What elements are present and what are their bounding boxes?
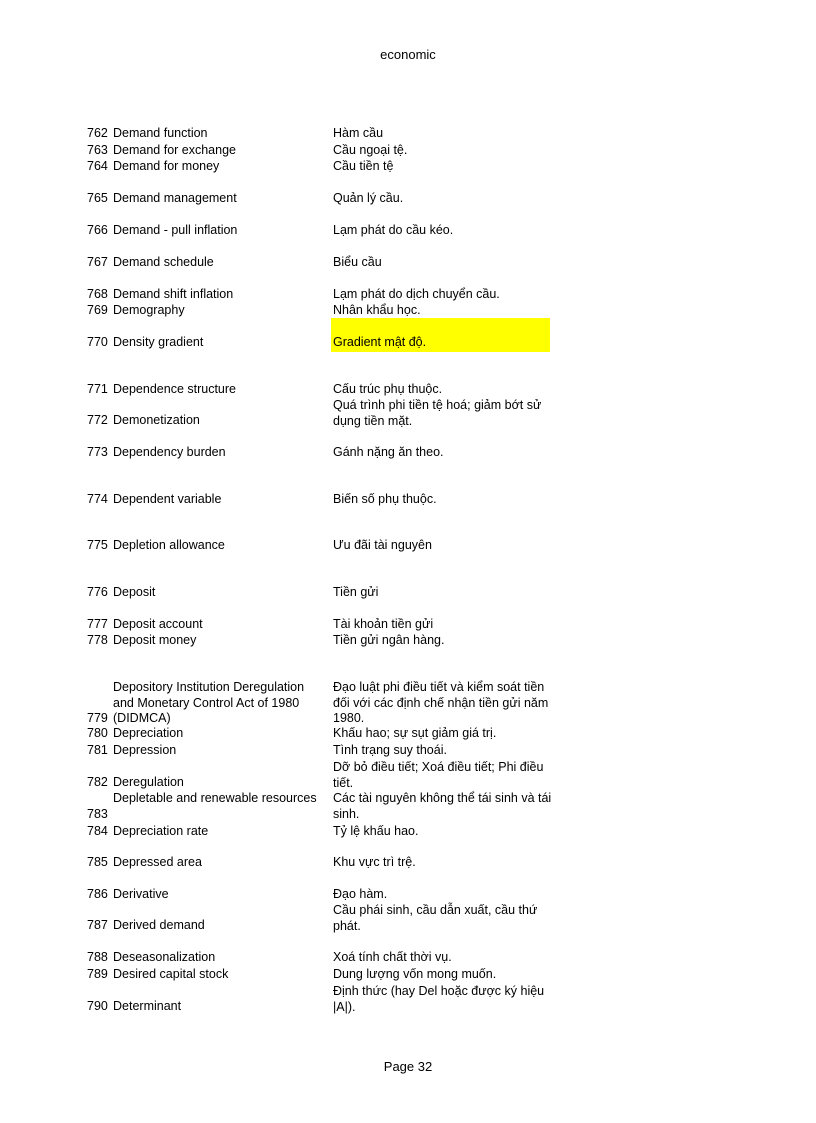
entry-term: Deseasonalization [113, 950, 216, 964]
entry-number: 785 [87, 855, 108, 869]
entry-term: Demand for exchange [113, 143, 236, 157]
entry-definition: Cầu ngoại tệ. [333, 143, 408, 157]
entry-number: 774 [87, 492, 108, 506]
entry-number: 783 [87, 807, 108, 821]
entry-definition: Hàm cầu [333, 126, 384, 140]
entry-definition: Tình trạng suy thoái. [333, 743, 447, 757]
entry-definition: Biến số phụ thuộc. [333, 492, 437, 506]
entry-term: Demand schedule [113, 255, 214, 269]
entry-term: Derivative [113, 887, 169, 901]
entry-definition: Cấu trúc phụ thuộc. [333, 382, 443, 396]
entry-number: 786 [87, 887, 108, 901]
entry-term: Demand function [113, 126, 208, 140]
entry-term: Deposit [113, 585, 156, 599]
entry-term: Demography [113, 303, 185, 317]
entry-number: 763 [87, 143, 108, 157]
entry-number: 788 [87, 950, 108, 964]
entry-term: Dependency burden [113, 445, 226, 459]
entry-number: 790 [87, 999, 108, 1013]
entry-definition: Dỡ bỏ điều tiết; Xoá điều tiết; Phi điều tiết. [333, 760, 544, 790]
entry-definition: Tỷ lệ khấu hao. [333, 824, 419, 838]
entry-number: 775 [87, 538, 108, 552]
entry-definition: Khu vực trì trệ. [333, 855, 416, 869]
entry-definition: Cầu phái sinh, cầu dẫn xuất, cầu thứ phát. [333, 903, 538, 933]
entry-definition: Đạo luật phi điều tiết và kiểm soát tiền đối với các định chế nhận tiền gửi năm 1980. [333, 680, 549, 725]
entry-number: 762 [87, 126, 108, 140]
entry-number: 765 [87, 191, 108, 205]
entry-term: Dependence structure [113, 382, 236, 396]
entry-term: Demand - pull inflation [113, 223, 238, 237]
entry-definition: Quản lý cầu. [333, 191, 404, 205]
entry-term: Demand shift inflation [113, 287, 234, 301]
entry-definition: Định thức (hay Del hoặc được ký hiệu |A|). [333, 984, 545, 1014]
entry-term: Deposit account [113, 617, 203, 631]
entry-definition: Dung lượng vốn mong muốn. [333, 967, 497, 981]
page-number: Page 32 [383, 1059, 433, 1074]
entry-definition: Nhân khẩu học. [333, 303, 421, 317]
entry-term: Depreciation rate [113, 824, 209, 838]
entry-definition: Quá trình phi tiền tệ hoá; giảm bớt sử dụng tiền mặt. [333, 398, 542, 428]
entry-definition: Tiền gửi [333, 585, 379, 599]
entry-term: Depletion allowance [113, 538, 225, 552]
entry-term: Determinant [113, 999, 182, 1013]
entry-term: Depository Institution Deregulation and Monetary Control Act of 1980 (DIDMCA) [113, 680, 305, 725]
entry-definition: Tài khoản tiền gửi [333, 617, 434, 631]
entry-definition: Tiền gửi ngân hàng. [333, 633, 445, 647]
entry-number: 782 [87, 775, 108, 789]
entry-definition: Lạm phát do cầu kéo. [333, 223, 454, 237]
entry-term: Depression [113, 743, 177, 757]
entry-term: Depreciation [113, 726, 184, 740]
entry-term: Deregulation [113, 775, 184, 789]
entry-number: 779 [87, 711, 108, 725]
entry-term: Demand management [113, 191, 237, 205]
entry-number: 766 [87, 223, 108, 237]
entry-definition: Xoá tính chất thời vụ. [333, 950, 452, 964]
entry-number: 771 [87, 382, 108, 396]
entry-number: 767 [87, 255, 108, 269]
entry-number: 772 [87, 413, 108, 427]
entry-number: 777 [87, 617, 108, 631]
entry-term: Derived demand [113, 918, 205, 932]
entry-number: 764 [87, 159, 108, 173]
entry-term: Demand for money [113, 159, 220, 173]
entry-number: 770 [87, 335, 108, 349]
entry-number: 776 [87, 585, 108, 599]
entry-term: Demonetization [113, 413, 200, 427]
entry-number: 769 [87, 303, 108, 317]
entry-term: Density gradient [113, 335, 204, 349]
entry-number: 784 [87, 824, 108, 838]
entry-number: 789 [87, 967, 108, 981]
entry-term: Depletable and renewable resources [113, 791, 317, 805]
entry-definition: Lạm phát do dịch chuyển cầu. [333, 287, 500, 301]
entry-definition: Cầu tiền tệ [333, 159, 394, 173]
entry-definition: Các tài nguyên không thể tái sinh và tái sinh. [333, 791, 552, 821]
entry-number: 768 [87, 287, 108, 301]
entry-definition: Đạo hàm. [333, 887, 388, 901]
entry-number: 780 [87, 726, 108, 740]
entry-term: Dependent variable [113, 492, 222, 506]
page-header: economic [380, 47, 436, 62]
entry-definition: Ưu đãi tài nguyên [333, 538, 432, 552]
entry-number: 781 [87, 743, 108, 757]
entry-number: 787 [87, 918, 108, 932]
entry-definition: Gánh nặng ăn theo. [333, 445, 444, 459]
entry-number: 773 [87, 445, 108, 459]
entry-term: Deposit money [113, 633, 197, 647]
entry-number: 778 [87, 633, 108, 647]
entry-term: Depressed area [113, 855, 202, 869]
entry-definition: Gradient mật độ. [333, 335, 427, 349]
entry-definition: Biểu cầu [333, 255, 382, 269]
entry-definition: Khấu hao; sự sụt giảm giá trị. [333, 726, 497, 740]
entry-term: Desired capital stock [113, 967, 229, 981]
